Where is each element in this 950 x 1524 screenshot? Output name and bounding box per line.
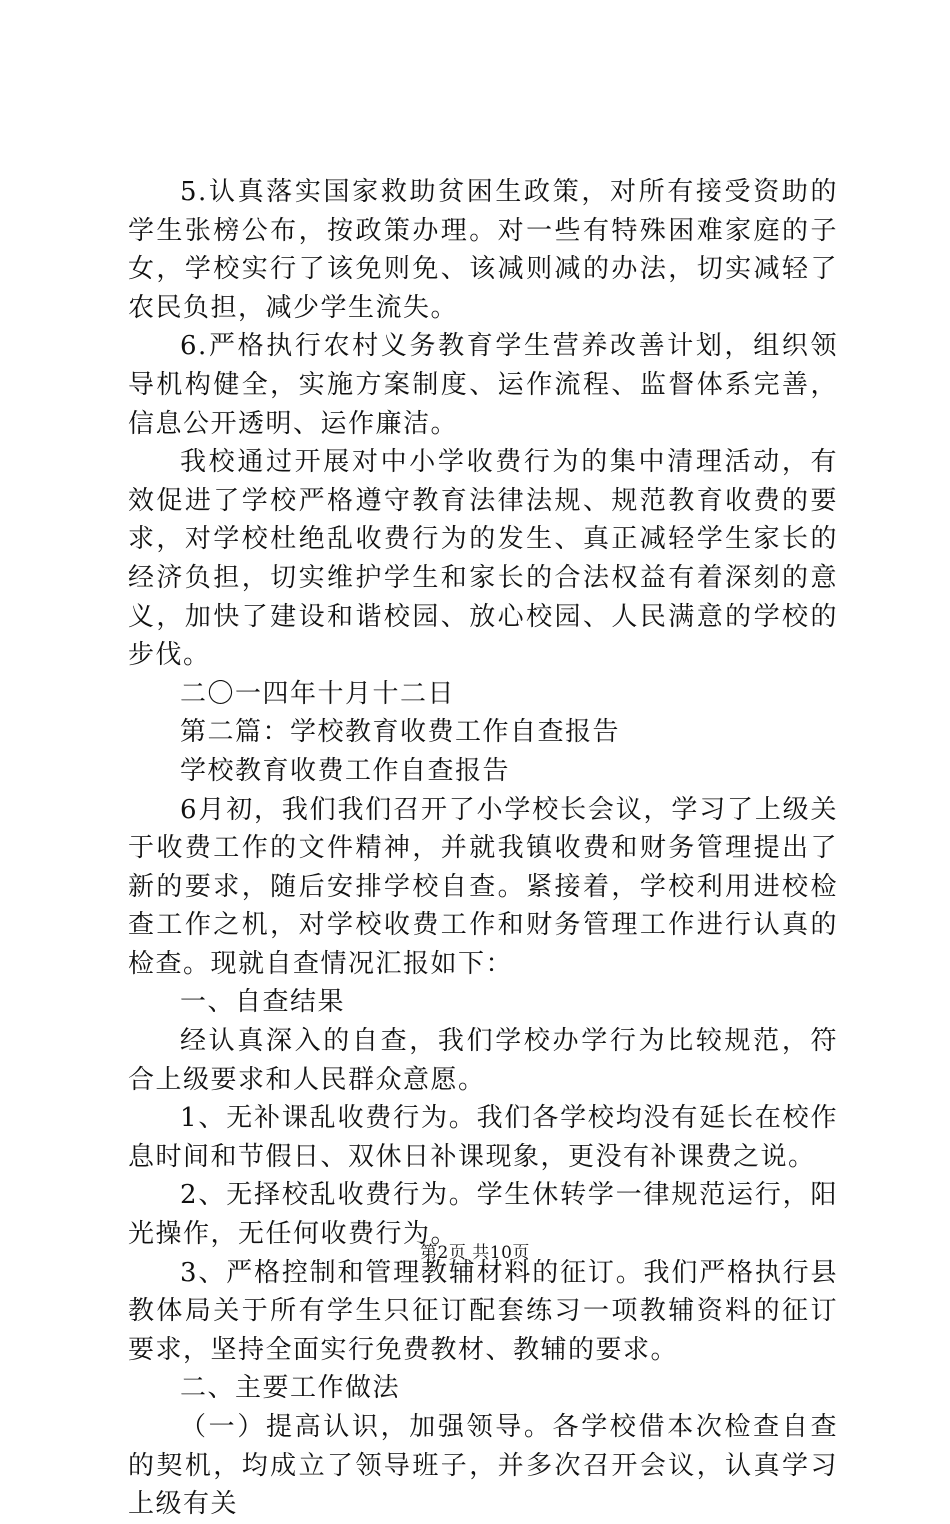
item-3: 3、严格控制和管理教辅材料的征订。我们严格执行县教体局关于所有学生只征订配套练习一项教辅资料的征订要求，坚持全面实行免费教材、教辅的要求。 [128, 1257, 838, 1365]
section-title: 第二篇：学校教育收费工作自查报告 [180, 717, 621, 748]
paragraph-practice-1: （一）提高认识，加强领导。各学校借本次检查自查的契机，均成立了领导班子，并多次召开会议，认真学习上级有关 [128, 1412, 838, 1520]
paragraph-1: 5.认真落实国家救助贫困生政策，对所有接受资助的学生张榜公布，按政策办理。对一些有特殊困难家庭的子女，学校实行了该免则免、该减则减的办法，切实减轻了农民负担，减少学生流失。 [128, 177, 838, 323]
heading-main-practices: 二、主要工作做法 [180, 1373, 401, 1404]
page-footer: 第2页 共10页 [420, 1243, 530, 1263]
paragraph-results: 经认真深入的自查，我们学校办学行为比较规范，符合上级要求和人民群众意愿。 [128, 1026, 838, 1095]
paragraph-3: 我校通过开展对中小学收费行为的集中清理活动，有效促进了学校严格遵守教育法律法规、规范教育收费的要求，对学校杜绝乱收费行为的发生、真正减轻学生家长的经济负担，切实维护学生和家长的合法权益有着深刻的意义，加快了建设和谐校园、放心校园、人民满意的学校的步伐。 [128, 447, 838, 671]
item-2: 2、无择校乱收费行为。学生休转学一律规范运行，阳光操作，无任何收费行为。 [128, 1180, 838, 1250]
document-body [128, 173, 838, 1524]
item-1: 1、无补课乱收费行为。我们各学校均没有延长在校作息时间和节假日、双休日补课现象，更没有补课费之说。 [128, 1103, 838, 1172]
date-line: 二〇一四年十月十二日 [180, 678, 456, 709]
paragraph-intro: 6月初，我们我们召开了小学校长会议，学习了上级关于收费工作的文件精神，并就我镇收费和财务管理提出了新的要求，随后安排学校自查。紧接着，学校利用进校检查工作之机，对学校收费工作和财务管理工作进行认真的检查。现就自查情况汇报如下： [128, 794, 838, 979]
paragraph-2: 6.严格执行农村义务教育学生营养改善计划，组织领导机构健全，实施方案制度、运作流程、监督体系完善，信息公开透明、运作廉洁。 [128, 331, 838, 439]
report-title: 学校教育收费工作自查报告 [180, 755, 511, 786]
heading-self-check-results: 一、自查结果 [180, 987, 346, 1018]
